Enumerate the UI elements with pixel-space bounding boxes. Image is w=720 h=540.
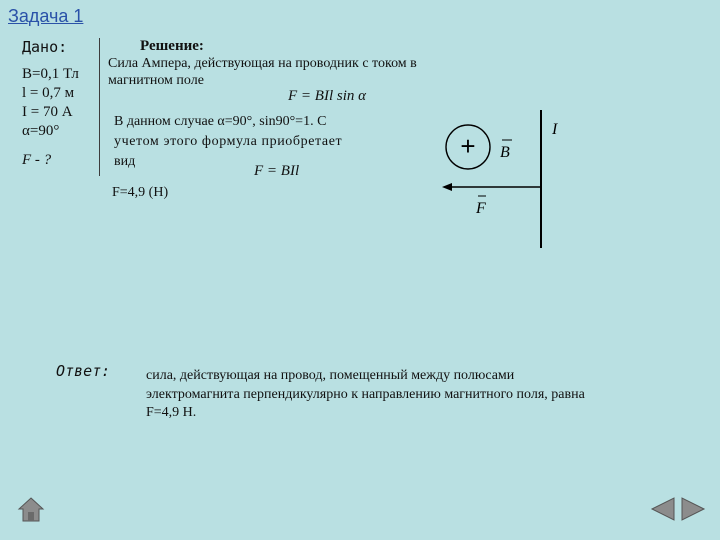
arrow-right-icon[interactable] [680, 497, 706, 521]
solution-line: вид [114, 154, 136, 169]
field-direction-symbol: + [460, 131, 476, 161]
arrow-left-icon[interactable] [650, 497, 676, 521]
solution-result: F=4,9 (Н) [112, 185, 169, 200]
given-item: α=90° [22, 123, 60, 139]
answer-text: сила, действующая на провод, помещенный между полюсами [146, 368, 515, 383]
answer-text: электромагнита перпендикулярно к направлению магнитного поля, равна [146, 387, 585, 402]
task-title[interactable]: Задача 1 [8, 6, 84, 26]
force-arrow-head [442, 183, 452, 191]
answer-label: Ответ: [56, 362, 111, 380]
given-separator [99, 38, 100, 176]
solution-line: Сила Ампера, действующая на проводник с током в [108, 56, 417, 71]
given-item: l = 0,7 м [22, 85, 75, 101]
solution-line: магнитном поле [108, 73, 204, 88]
current-label: I [552, 121, 558, 138]
solution-line: В данном случае α=90°, sin90°=1. С [114, 114, 327, 129]
formula-ampere: F = BIl sin α [288, 88, 366, 104]
given-item: B=0,1 Тл [22, 66, 79, 82]
field-label: B [500, 144, 510, 161]
force-label: F [476, 200, 486, 217]
force-diagram [430, 110, 570, 255]
formula-simplified: F = BIl [254, 163, 300, 179]
given-item: I = 70 А [22, 104, 73, 120]
solution-heading: Решение: [140, 38, 204, 54]
home-icon[interactable] [17, 495, 45, 523]
given-find: F - ? [22, 152, 52, 168]
answer-text: F=4,9 Н. [146, 405, 197, 420]
solution-line: учетом этого формула приобретает [114, 134, 343, 149]
given-heading: Дано: [22, 38, 68, 56]
